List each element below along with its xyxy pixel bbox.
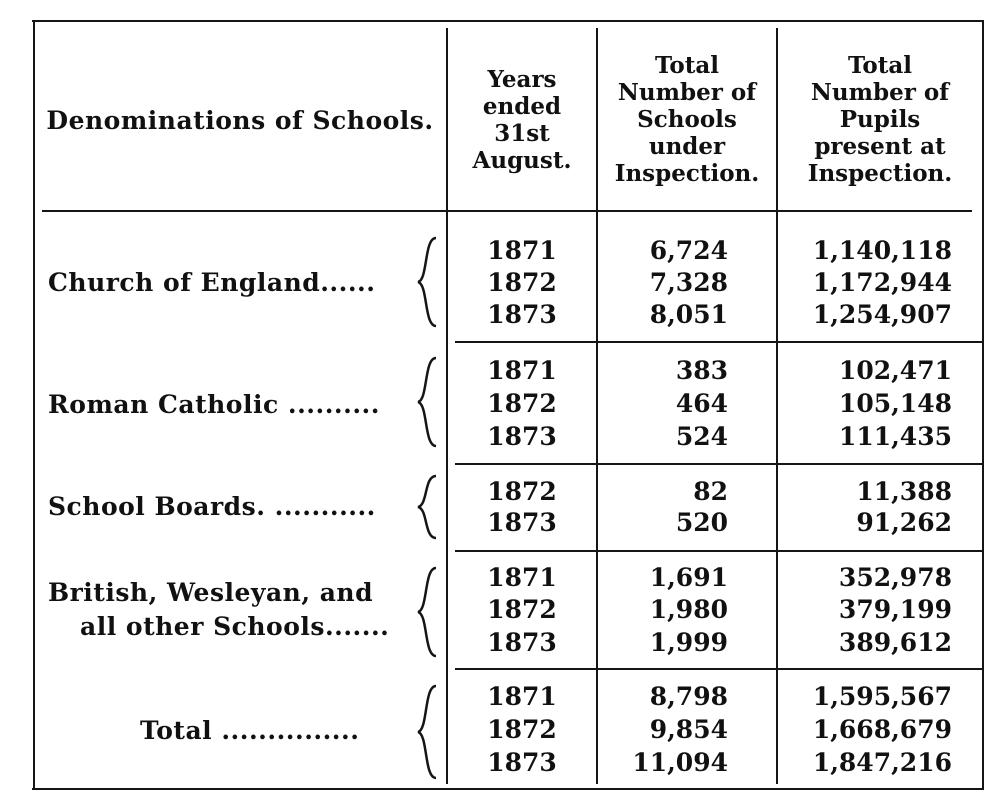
year-cell: 1871 bbox=[487, 682, 557, 711]
denomination-label: Church of England...... bbox=[48, 268, 376, 297]
pupils-cell: 352,978 bbox=[838, 563, 952, 592]
schools-cell: 1,999 bbox=[649, 628, 728, 657]
header-years-line: ended bbox=[482, 93, 562, 120]
pupils-cell: 102,471 bbox=[838, 356, 952, 385]
pupils-cell: 1,847,216 bbox=[812, 748, 952, 777]
year-cell: 1872 bbox=[487, 715, 557, 744]
year-cell: 1872 bbox=[487, 389, 557, 418]
header-rule bbox=[42, 210, 972, 212]
pupils-cell: 1,668,679 bbox=[812, 715, 952, 744]
schools-cell: 6,724 bbox=[649, 236, 728, 265]
group-brace bbox=[412, 474, 442, 540]
pupils-cell: 111,435 bbox=[838, 422, 952, 451]
year-cell: 1873 bbox=[487, 748, 557, 777]
schools-cell: 11,094 bbox=[632, 748, 728, 777]
total-label: Total ............... bbox=[140, 716, 360, 745]
header-years-line: Years bbox=[487, 66, 557, 93]
header-years-line: 31st bbox=[494, 120, 550, 147]
header-pupils-line: Total bbox=[847, 52, 913, 79]
schools-cell: 1,980 bbox=[649, 595, 728, 624]
pupils-cell: 379,199 bbox=[838, 595, 952, 624]
group-rule-1 bbox=[455, 341, 984, 343]
year-cell: 1872 bbox=[487, 477, 557, 506]
year-cell: 1871 bbox=[487, 563, 557, 592]
header-pupils-line: Number of bbox=[810, 79, 950, 106]
schools-cell: 8,798 bbox=[649, 682, 728, 711]
schools-cell: 383 bbox=[675, 356, 728, 385]
group-brace bbox=[412, 236, 442, 328]
header-schools-line: Schools bbox=[637, 106, 737, 133]
table-bottom-rule bbox=[32, 788, 984, 790]
header-pupils-line: Inspection. bbox=[807, 160, 953, 187]
header-pupils-line: Pupils bbox=[839, 106, 921, 133]
denomination-label: Roman Catholic .......... bbox=[48, 390, 380, 419]
header-years bbox=[448, 66, 596, 174]
year-cell: 1873 bbox=[487, 628, 557, 657]
header-years-line: August. bbox=[472, 147, 572, 174]
table-left-rule bbox=[33, 20, 35, 790]
denomination-label: School Boards. ........... bbox=[48, 492, 376, 521]
pupils-cell: 1,254,907 bbox=[812, 300, 952, 329]
year-cell: 1872 bbox=[487, 595, 557, 624]
header-schools-line: Total bbox=[654, 52, 720, 79]
schools-cell: 82 bbox=[693, 477, 728, 506]
year-cell: 1873 bbox=[487, 508, 557, 537]
header-pupils-line: present at bbox=[814, 133, 946, 160]
header-denomination: Denominations of Schools. bbox=[46, 106, 434, 135]
header-schools-line: under bbox=[648, 133, 726, 160]
group-rule-4 bbox=[455, 668, 984, 670]
table-right-rule bbox=[982, 20, 984, 790]
schools-cell: 7,328 bbox=[649, 268, 728, 297]
denomination-label: British, Wesleyan, and bbox=[48, 578, 374, 607]
year-cell: 1871 bbox=[487, 356, 557, 385]
year-cell: 1873 bbox=[487, 300, 557, 329]
schools-cell: 524 bbox=[675, 422, 728, 451]
header-schools bbox=[598, 52, 776, 187]
schools-cell: 1,691 bbox=[649, 563, 728, 592]
year-cell: 1871 bbox=[487, 236, 557, 265]
year-cell: 1873 bbox=[487, 422, 557, 451]
schools-cell: 8,051 bbox=[649, 300, 728, 329]
pupils-cell: 105,148 bbox=[838, 389, 952, 418]
group-brace bbox=[412, 684, 442, 780]
denomination-label: all other Schools....... bbox=[80, 612, 390, 641]
pupils-cell: 1,140,118 bbox=[812, 236, 952, 265]
pupils-cell: 1,595,567 bbox=[812, 682, 952, 711]
pupils-cell: 389,612 bbox=[838, 628, 952, 657]
group-rule-3 bbox=[455, 550, 984, 552]
pupils-cell: 91,262 bbox=[856, 508, 952, 537]
schools-cell: 9,854 bbox=[649, 715, 728, 744]
group-brace bbox=[412, 566, 442, 658]
header-pupils bbox=[778, 52, 982, 187]
schools-cell: 464 bbox=[675, 389, 728, 418]
year-cell: 1872 bbox=[487, 268, 557, 297]
table-top-rule bbox=[32, 20, 984, 22]
pupils-cell: 11,388 bbox=[856, 477, 952, 506]
schools-cell: 520 bbox=[675, 508, 728, 537]
group-brace bbox=[412, 356, 442, 448]
group-rule-2 bbox=[455, 463, 984, 465]
header-schools-line: Inspection. bbox=[614, 160, 760, 187]
header-schools-line: Number of bbox=[617, 79, 757, 106]
pupils-cell: 1,172,944 bbox=[812, 268, 952, 297]
